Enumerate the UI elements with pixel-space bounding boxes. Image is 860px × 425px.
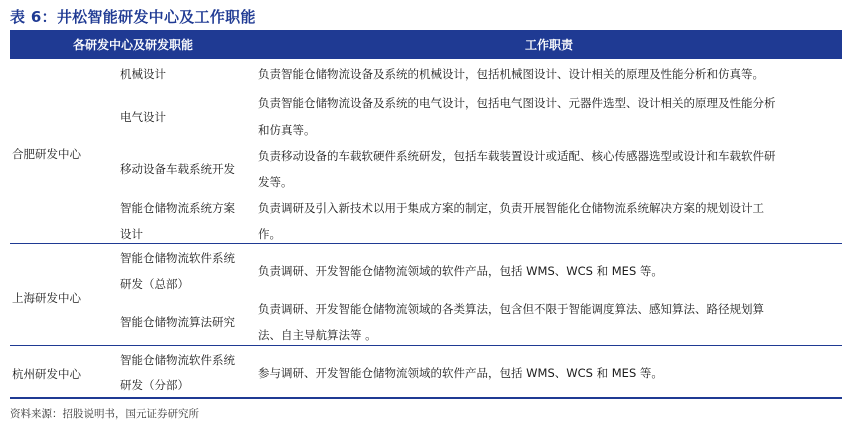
duty-cell: 负责智能仓储物流设备及系统的电气设计，包括电气图设计、元器件选型、设计相关的原理及性能分析 xyxy=(258,96,776,110)
function-cell: 研发（总部） xyxy=(120,277,189,291)
function-cell: 设计 xyxy=(120,227,143,241)
duty-cell: 作。 xyxy=(258,227,281,241)
function-cell: 智能仓储物流软件系统 xyxy=(120,251,235,265)
function-cell: 智能仓储物流软件系统 xyxy=(120,353,235,367)
center-name-hangzhou: 杭州研发中心 xyxy=(12,367,81,381)
duty-cell: 参与调研、开发智能仓储物流领域的软件产品，包括 WMS、WCS 和 MES 等。 xyxy=(258,366,663,380)
duty-cell: 负责移动设备的车载软硬件系统研发，包括车载装置设计或适配、核心传感器选型或设计和车载软件研 xyxy=(258,149,776,163)
table-title: 表 6：井松智能研发中心及工作职能 xyxy=(10,8,256,26)
header-col-functions: 各研发中心及研发职能 xyxy=(72,38,193,52)
duty-cell: 法、自主导航算法等 。 xyxy=(258,328,377,342)
function-cell: 机械设计 xyxy=(120,67,166,81)
table-bottom-rule xyxy=(10,397,842,399)
function-cell: 研发（分部） xyxy=(120,378,189,392)
center-name-hefei: 合肥研发中心 xyxy=(12,147,81,161)
duty-cell: 负责调研、开发智能仓储物流领域的软件产品，包括 WMS、WCS 和 MES 等。 xyxy=(258,264,663,278)
duty-cell: 负责调研、开发智能仓储物流领域的各类算法，包含但不限于智能调度算法、感知算法、路径规划算 xyxy=(258,302,764,316)
header-col-duties: 工作职责 xyxy=(524,38,573,52)
table-header xyxy=(10,31,842,59)
duty-cell: 负责调研及引入新技术以用于集成方案的制定，负责开展智能化仓储物流系统解决方案的规划设计工 xyxy=(258,201,764,215)
function-cell: 智能仓储物流算法研究 xyxy=(120,315,235,329)
duty-cell: 负责智能仓储物流设备及系统的机械设计，包括机械图设计、设计相关的原理及性能分析和仿真等。 xyxy=(258,67,764,81)
function-cell: 智能仓储物流系统方案 xyxy=(120,201,235,215)
duty-cell: 和仿真等。 xyxy=(258,123,316,137)
center-name-shanghai: 上海研发中心 xyxy=(12,291,81,305)
source-note: 资料来源：招股说明书，国元证券研究所 xyxy=(10,408,199,420)
function-cell: 电气设计 xyxy=(120,110,166,124)
function-cell: 移动设备车载系统开发 xyxy=(120,162,235,176)
duty-cell: 发等。 xyxy=(258,175,293,189)
